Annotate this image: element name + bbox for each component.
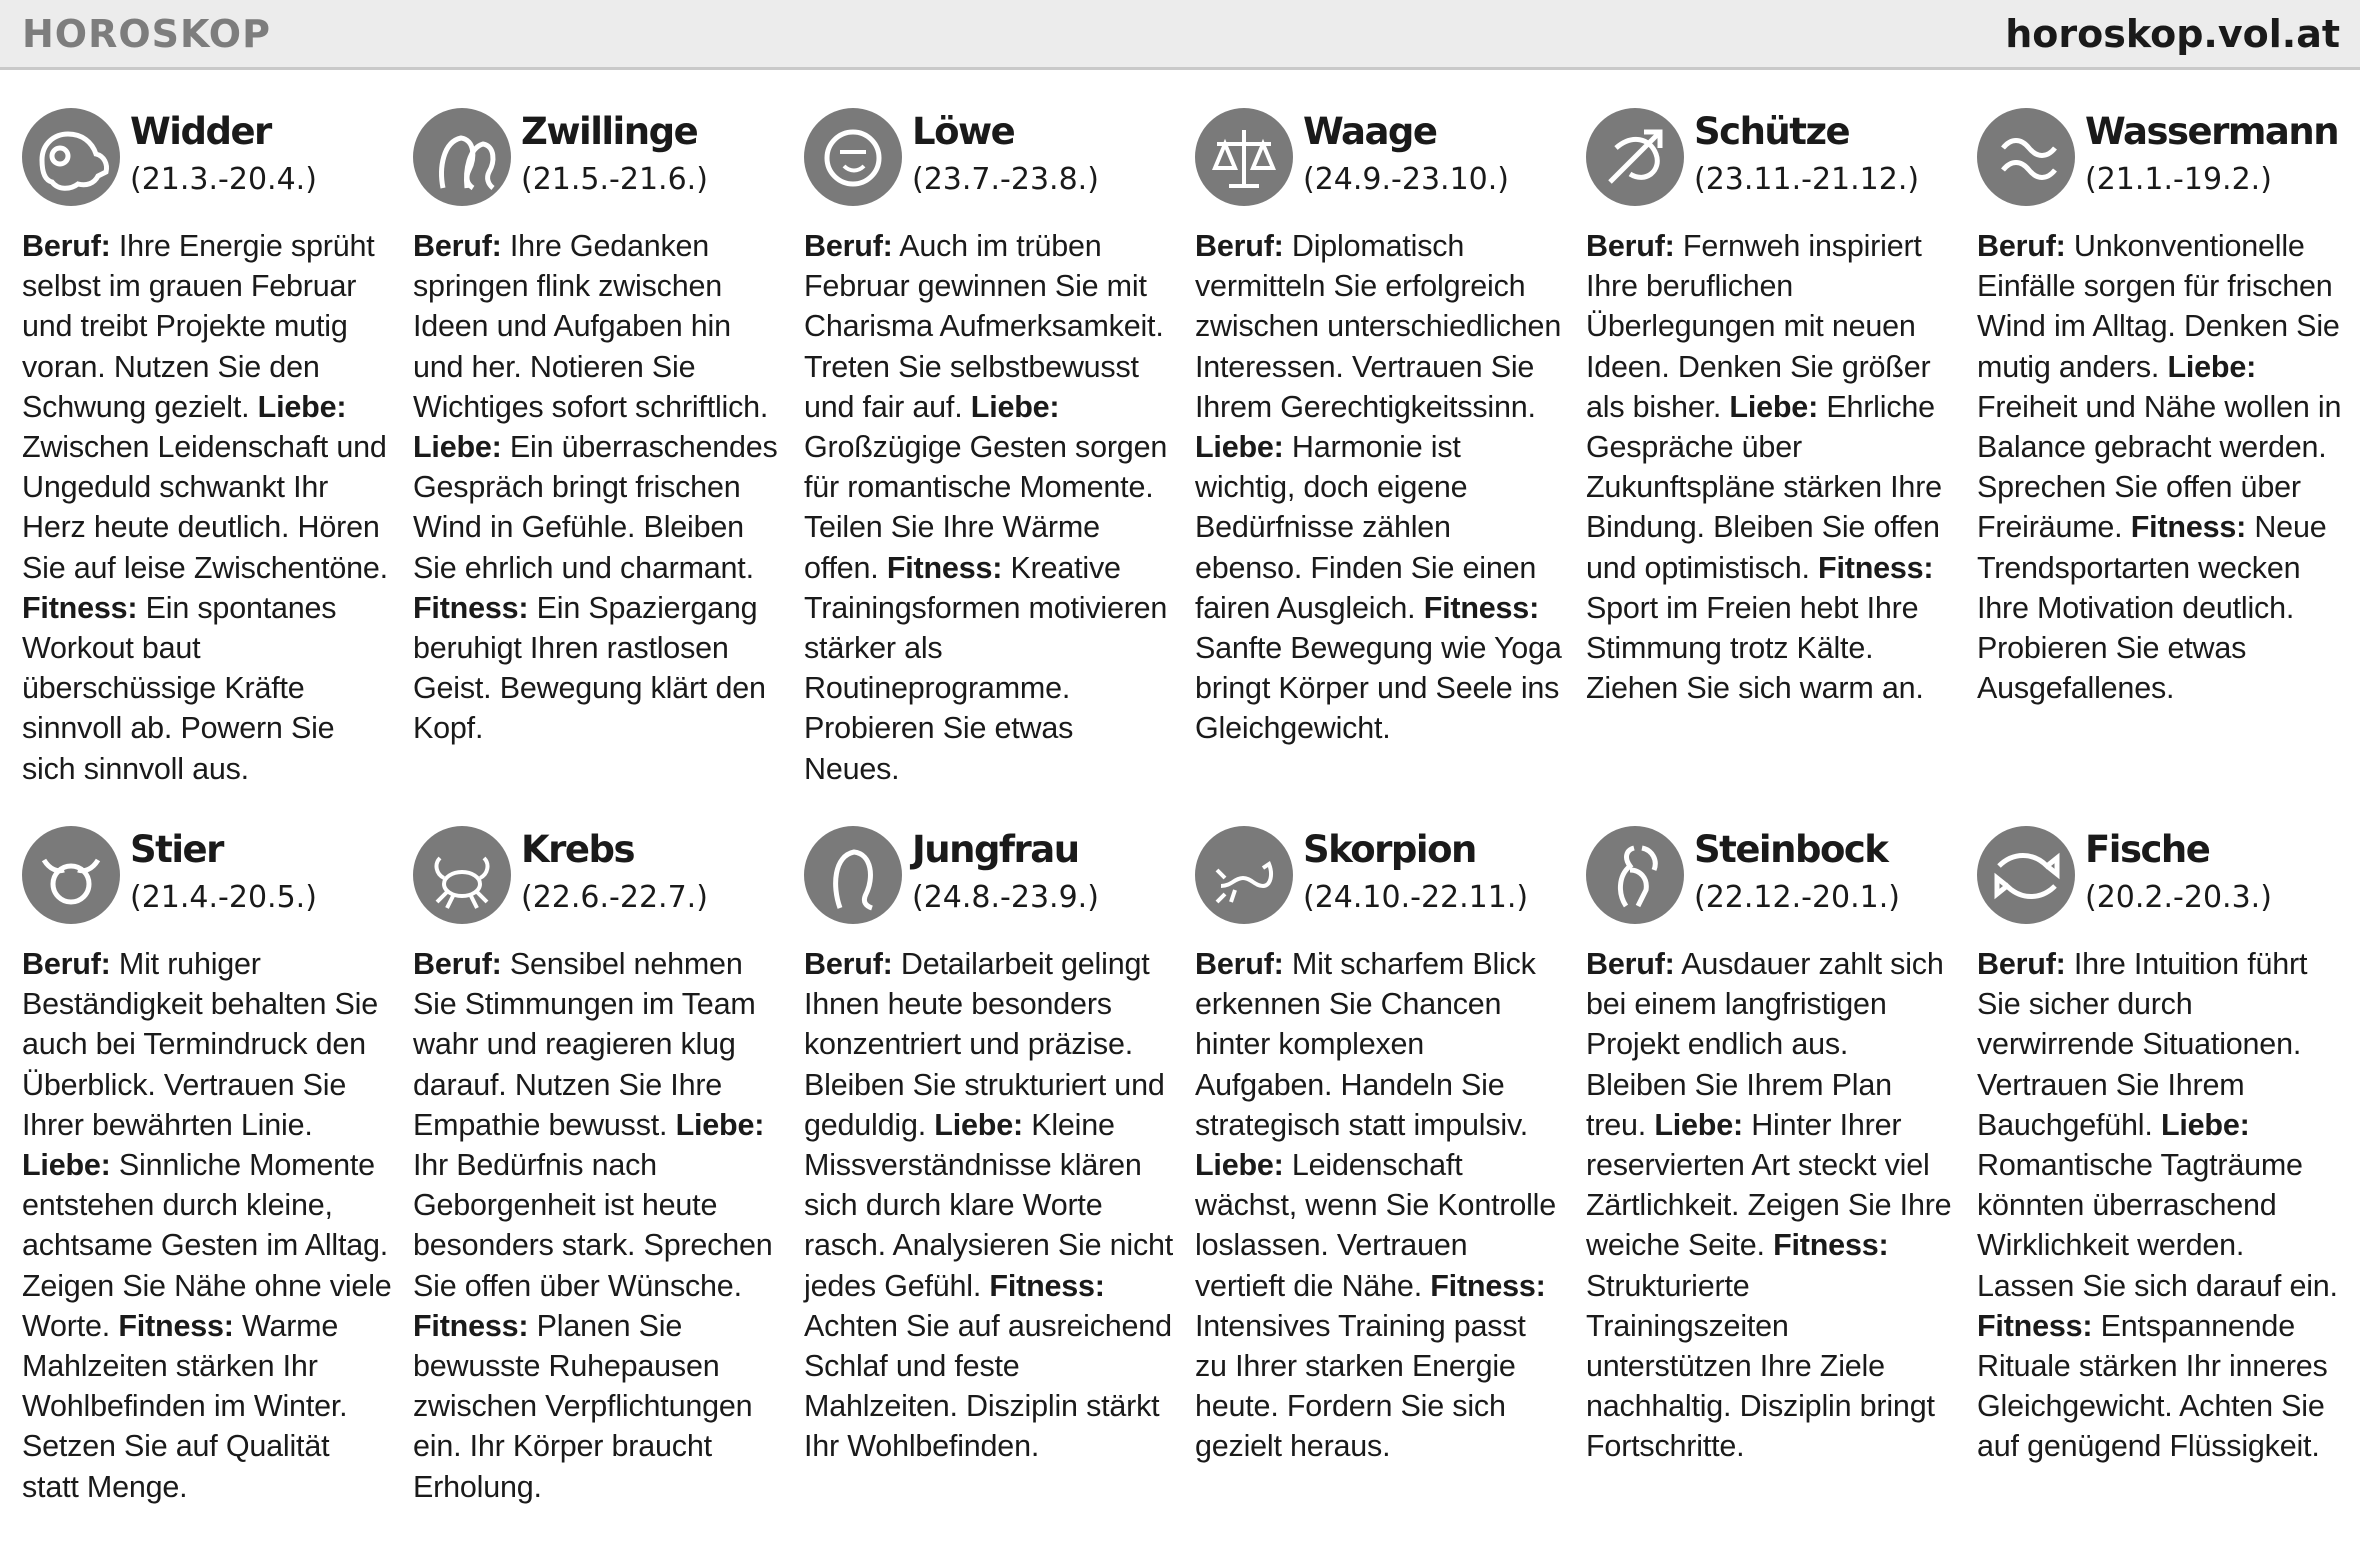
sign-text — [804, 226, 1174, 789]
text-liebe: Leidenschaft wächst, wenn Sie Kontrolle loslassen. Vertrauen vertieft die Nähe. — [1195, 1148, 1556, 1303]
label-liebe: Liebe: — [1195, 430, 1284, 465]
scorpion-icon — [1195, 826, 1293, 924]
sign-card-jungfrau — [804, 826, 1174, 1544]
sign-name: Jungfrau — [912, 828, 1079, 871]
label-liebe: Liebe: — [1195, 1148, 1284, 1183]
label-beruf: Beruf: — [1195, 229, 1284, 263]
label-fitness: Fitness: — [413, 590, 529, 625]
text-beruf: Diplomatisch vermitteln Sie erfolgreich zwischen unterschiedlichen Interessen. Vertrauen Sie Ihrem Gerechtigkeitssinn. — [1195, 229, 1562, 424]
label-liebe: Liebe: — [1729, 389, 1819, 424]
crab-icon — [413, 826, 511, 924]
sign-header — [1586, 108, 1956, 220]
sign-name: Widder — [130, 110, 271, 153]
sign-header — [1195, 826, 1565, 938]
sign-header — [413, 108, 783, 220]
sign-header — [22, 108, 392, 220]
sign-name: Stier — [130, 828, 223, 871]
sign-text — [804, 944, 1174, 1467]
water-bearer-icon-glyph — [1977, 108, 2075, 206]
label-beruf: Beruf: — [413, 229, 502, 263]
sign-header — [1977, 826, 2347, 938]
scales-icon — [1195, 108, 1293, 206]
sign-card-krebs — [413, 826, 783, 1544]
bull-icon — [22, 826, 120, 924]
text-fitness: Warme Mahlzeiten stärken Ihr Wohlbefinden im Winter. Setzen Sie auf Qualität statt Menge. — [22, 1308, 348, 1504]
text-liebe: Ihr Bedürfnis nach Geborgenheit ist heute besonders stark. Sprechen Sie offen über Wünsche. — [413, 1148, 773, 1303]
text-liebe: Ehrliche Gespräche über Zukunftspläne stärken Ihre Bindung. Bleiben Sie offen und optimistisch. — [1586, 389, 1942, 585]
label-fitness: Fitness: — [989, 1268, 1105, 1303]
sign-dates: (23.7.-23.8.) — [912, 162, 1099, 197]
sign-header — [804, 826, 1174, 938]
sign-header — [1195, 108, 1565, 220]
sign-dates: (20.2.-20.3.) — [2085, 880, 2272, 915]
text-beruf: Mit scharfem Blick erkennen Sie Chancen hinter komplexen Aufgaben. Handeln Sie strategisch statt impulsiv. — [1195, 947, 1536, 1142]
text-beruf: Fernweh inspiriert Ihre beruflichen Überlegungen mit neuen Ideen. Denken Sie größer als bisher. — [1586, 229, 1931, 424]
label-beruf: Beruf: — [1586, 229, 1675, 263]
sign-header — [1977, 108, 2347, 220]
sign-text — [22, 944, 392, 1507]
sign-text — [1195, 226, 1565, 749]
text-beruf: Ihre Gedanken springen flink zwischen Ideen und Aufgaben hin und her. Notieren Sie Wichtiges sofort schriftlich. — [413, 229, 769, 424]
text-beruf: Ihre Intuition führt Sie sicher durch verwirrende Situationen. Vertrauen Sie Ihrem Bauchgefühl. — [1977, 947, 2308, 1142]
sign-name: Zwillinge — [521, 110, 698, 153]
sign-name: Fische — [2085, 828, 2210, 871]
text-fitness: Achten Sie auf ausreichend Schlaf und feste Mahlzeiten. Disziplin stärkt Ihr Wohlbefinden. — [804, 1308, 1172, 1464]
label-beruf: Beruf: — [22, 229, 111, 263]
text-fitness: Ein spontanes Workout baut überschüssige Kräfte sinnvoll ab. Powern Sie sich sinnvoll aus. — [22, 590, 337, 786]
label-fitness: Fitness: — [118, 1308, 234, 1343]
ram-icon — [22, 108, 120, 206]
text-fitness: Sport im Freien hebt Ihre Stimmung trotz Kälte. Ziehen Sie sich warm an. — [1586, 590, 1924, 706]
label-beruf: Beruf: — [804, 229, 893, 263]
text-liebe: Harmonie ist wichtig, doch eigene Bedürfnisse zählen ebenso. Finden Sie einen fairen Ausgleich. — [1195, 430, 1537, 625]
sign-dates: (22.12.-20.1.) — [1694, 880, 1900, 915]
label-liebe: Liebe: — [934, 1107, 1023, 1142]
text-beruf: Ausdauer zahlt sich bei einem langfristigen Projekt endlich aus. Bleiben Sie Ihrem Plan treu. — [1586, 947, 1944, 1142]
label-liebe: Liebe: — [1654, 1107, 1743, 1142]
text-fitness: Entspannende Rituale stärken Ihr inneres Gleichgewicht. Achten Sie auf genügend Flüssigkeit. — [1977, 1308, 2328, 1464]
sign-text — [1586, 226, 1956, 708]
sign-card-waage — [1195, 108, 1565, 826]
archer-icon — [1586, 108, 1684, 206]
header-bar — [0, 0, 2360, 70]
sign-card-steinbock — [1586, 826, 1956, 1544]
water-bearer-icon — [1977, 108, 2075, 206]
virgin-icon-glyph — [804, 826, 902, 924]
sign-card-stier — [22, 826, 392, 1544]
sign-dates: (21.1.-19.2.) — [2085, 162, 2272, 197]
sign-text — [22, 226, 392, 789]
text-beruf: Mit ruhiger Beständigkeit behalten Sie auch bei Termindruck den Überblick. Vertrauen Sie Ihrer bewährten Linie. — [22, 947, 378, 1142]
text-liebe: Ein überraschendes Gespräch bringt frischen Wind in Gefühle. Bleiben Sie ehrlich und charmant. — [413, 430, 778, 585]
sign-text — [1195, 944, 1565, 1467]
label-fitness: Fitness: — [1818, 550, 1934, 585]
sign-dates: (24.9.-23.10.) — [1303, 162, 1509, 197]
sign-name: Schütze — [1694, 110, 1850, 153]
label-liebe: Liebe: — [413, 430, 502, 465]
label-fitness: Fitness: — [413, 1308, 529, 1343]
text-fitness: Intensives Training passt zu Ihrer starken Energie heute. Fordern Sie sich gezielt heraus. — [1195, 1308, 1526, 1464]
sign-header — [22, 826, 392, 938]
text-liebe: Zwischen Leidenschaft und Ungeduld schwankt Ihr Herz heute deutlich. Hören Sie auf leise Zwischentöne. — [22, 430, 388, 585]
virgin-icon — [804, 826, 902, 924]
text-fitness: Ein Spaziergang beruhigt Ihren rastlosen Geist. Bewegung klärt den Kopf. — [413, 590, 766, 746]
sign-dates: (21.3.-20.4.) — [130, 162, 317, 197]
sign-name: Skorpion — [1303, 828, 1476, 871]
page-title: HOROSKOP — [22, 12, 271, 56]
label-beruf: Beruf: — [1586, 947, 1675, 981]
text-liebe: Romantische Tagträume könnten überraschend Wirklichkeit werden. Lassen Sie sich darauf ein. — [1977, 1148, 2338, 1303]
text-fitness: Strukturierte Trainingszeiten unterstützen Ihre Ziele nachhaltig. Disziplin bringt Fortschritte. — [1586, 1268, 1935, 1464]
label-liebe: Liebe: — [257, 389, 347, 424]
sign-card-wassermann — [1977, 108, 2347, 826]
text-beruf: Ihre Energie sprüht selbst im grauen Februar und treibt Projekte mutig voran. Nutzen Sie den Schwung gezielt. — [22, 229, 375, 424]
archer-icon-glyph — [1586, 108, 1684, 206]
fish-icon — [1977, 826, 2075, 924]
twins-icon — [413, 108, 511, 206]
sign-card-widder — [22, 108, 392, 826]
sign-text — [413, 944, 783, 1507]
text-fitness: Planen Sie bewusste Ruhepausen zwischen Verpflichtungen ein. Ihr Körper braucht Erholung. — [413, 1308, 753, 1504]
text-liebe: Hinter Ihrer reservierten Art steckt viel Zärtlichkeit. Zeigen Sie Ihre weiche Seite. — [1586, 1107, 1952, 1263]
text-liebe: Freiheit und Nähe wollen in Balance gebracht werden. Sprechen Sie offen über Freiräume. — [1977, 389, 2342, 545]
label-beruf: Beruf: — [1977, 229, 2066, 263]
twins-icon-glyph — [413, 108, 511, 206]
sign-header — [1586, 826, 1956, 938]
sign-text — [413, 226, 783, 749]
sign-name: Waage — [1303, 110, 1437, 153]
text-beruf: Unkonventionelle Einfälle sorgen für frischen Wind im Alltag. Denken Sie mutig anders. — [1977, 229, 2340, 384]
label-liebe: Liebe: — [970, 389, 1060, 424]
label-beruf: Beruf: — [804, 947, 893, 981]
crab-icon-glyph — [413, 826, 511, 924]
sign-dates: (21.4.-20.5.) — [130, 880, 317, 915]
sign-dates: (22.6.-22.7.) — [521, 880, 708, 915]
scorpion-icon-glyph — [1195, 826, 1293, 924]
fish-icon-glyph — [1977, 826, 2075, 924]
label-fitness: Fitness: — [1773, 1228, 1889, 1263]
label-fitness: Fitness: — [886, 550, 1003, 585]
sign-text — [1586, 944, 1956, 1467]
label-beruf: Beruf: — [413, 947, 502, 981]
bull-icon-glyph — [22, 826, 120, 924]
lion-icon-glyph — [804, 108, 902, 206]
site-url: horoskop.vol.at — [2005, 12, 2340, 56]
sign-card-zwillinge — [413, 108, 783, 826]
text-liebe: Kleine Missverständnisse klären sich durch klare Worte rasch. Analysieren Sie nicht jedes Gefühl. — [804, 1107, 1174, 1303]
scales-icon-glyph — [1195, 108, 1293, 206]
goat-icon — [1586, 826, 1684, 924]
sign-name: Krebs — [521, 828, 635, 871]
ram-icon-glyph — [22, 108, 120, 206]
label-liebe: Liebe: — [2160, 1107, 2250, 1142]
text-beruf: Auch im trüben Februar gewinnen Sie mit Charisma Aufmerksamkeit. Treten Sie selbstbewusst und fair auf. — [804, 229, 1164, 424]
goat-icon-glyph — [1586, 826, 1684, 924]
text-liebe: Sinnliche Momente entstehen durch kleine, achtsame Gesten im Alltag. Zeigen Sie Nähe ohne viele Worte. — [22, 1148, 392, 1343]
label-fitness: Fitness: — [1977, 1308, 2093, 1343]
label-fitness: Fitness: — [2130, 510, 2247, 545]
sign-dates: (23.11.-21.12.) — [1694, 162, 1920, 197]
sign-card-schütze — [1586, 108, 1956, 826]
sign-name: Wassermann — [2085, 110, 2339, 153]
label-fitness: Fitness: — [1430, 1268, 1546, 1303]
sign-name: Steinbock — [1694, 828, 1888, 871]
sign-card-skorpion — [1195, 826, 1565, 1544]
sign-header — [804, 108, 1174, 220]
text-fitness: Kreative Trainingsformen motivieren stärker als Routineprogramme. Probieren Sie etwas Neues. — [804, 550, 1168, 786]
text-beruf: Sensibel nehmen Sie Stimmungen im Team wahr und reagieren klug darauf. Nutzen Sie Ihre Empathie bewusst. — [413, 947, 756, 1142]
text-beruf: Detailarbeit gelingt Ihnen heute besonders konzentriert und präzise. Bleiben Sie strukturiert und geduldig. — [804, 947, 1165, 1142]
text-fitness: Sanfte Bewegung wie Yoga bringt Körper und Seele ins Gleichgewicht. — [1195, 631, 1562, 746]
sign-text — [1977, 226, 2347, 708]
label-beruf: Beruf: — [1977, 947, 2066, 981]
lion-icon — [804, 108, 902, 206]
label-beruf: Beruf: — [22, 947, 111, 981]
label-fitness: Fitness: — [22, 590, 138, 625]
label-liebe: Liebe: — [675, 1107, 765, 1142]
sign-card-löwe — [804, 108, 1174, 826]
text-liebe: Großzügige Gesten sorgen für romantische Momente. Teilen Sie Ihre Wärme offen. — [804, 430, 1168, 585]
text-fitness: Neue Trendsportarten wecken Ihre Motivation deutlich. Probieren Sie etwas Ausgefallenes. — [1977, 510, 2327, 706]
label-liebe: Liebe: — [22, 1148, 111, 1183]
sign-card-fische — [1977, 826, 2347, 1544]
sign-name: Löwe — [912, 110, 1015, 153]
sign-header — [413, 826, 783, 938]
sign-dates: (24.10.-22.11.) — [1303, 880, 1529, 915]
label-beruf: Beruf: — [1195, 947, 1284, 981]
horoscope-grid — [0, 70, 2360, 1531]
sign-text — [1977, 944, 2347, 1467]
sign-dates: (21.5.-21.6.) — [521, 162, 708, 197]
label-fitness: Fitness: — [1423, 590, 1540, 625]
sign-dates: (24.8.-23.9.) — [912, 880, 1099, 915]
label-liebe: Liebe: — [2167, 349, 2257, 384]
